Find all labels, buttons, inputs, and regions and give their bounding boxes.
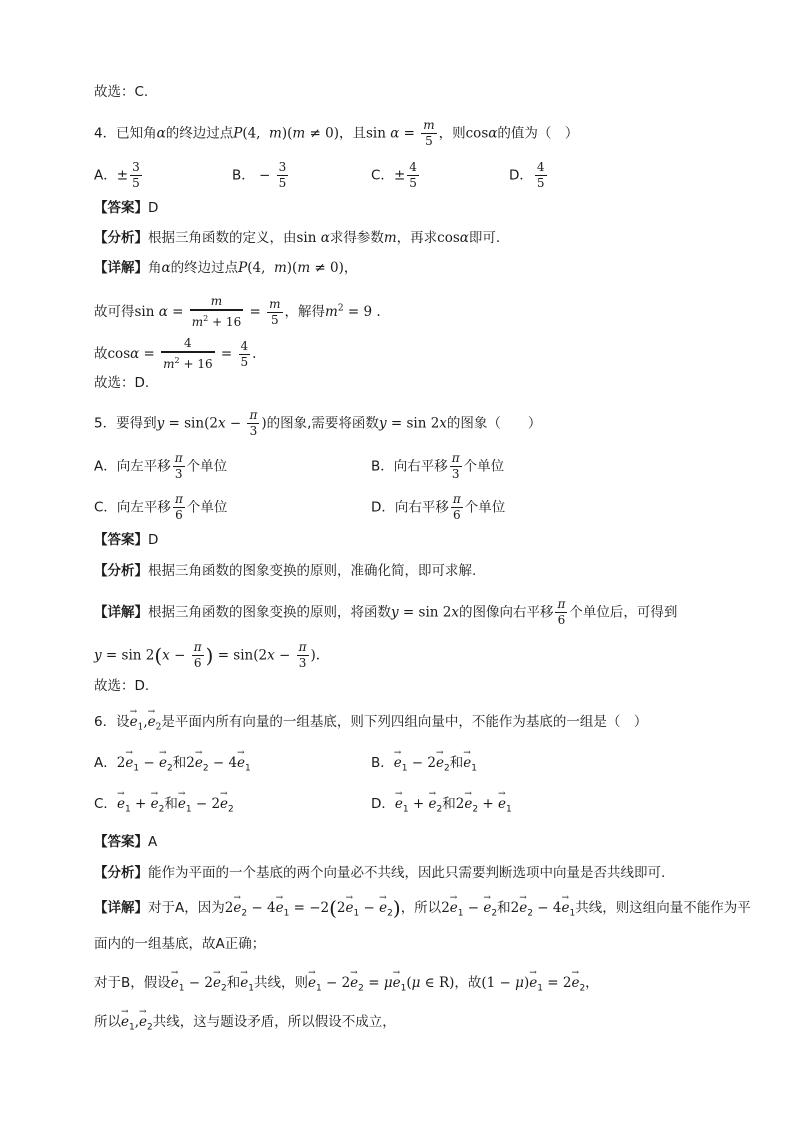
q4-stem-text: 的值为（ ） (497, 125, 579, 142)
q4-stem-text: ，则 (438, 125, 466, 142)
q4-detail-3: 故cosα = $\frac{4}{m^2 + 16}$ = $\frac{4}{5}$ . (94, 336, 257, 371)
q6-analysis: 【分析】能作为平面的一个基底的两个向量必不共线，因此只需要判断选项中向量是否共线即可. (94, 865, 666, 881)
q5-detail-2: y = sin 2(x − $\frac{\pi}{6}$ ) = sin(2x − $\frac{\pi}{3}$ ). (94, 640, 321, 670)
q4-stem: 4．已知角α的终边过点P(4, m)(m ≠ 0)，且sin α = $\frac{m}{5}$ ，则cosα的值为（ ） (94, 118, 579, 148)
q6-stem: 6．设→ $e_1,\to e_2$是平面内所有向量的一组基底，则下列四组向量中，不能作为基底的一组是（ ） (94, 712, 647, 738)
q3-conclusion (94, 82, 148, 102)
q5-stem: 5．要得到y = sin(2x − $\frac{\pi}{3}$ )的图象,需要将函数y = sin 2x的图象（ ） (94, 408, 542, 438)
q5-answer: 【答案】D (94, 532, 159, 548)
q6-option-c: C．→ $e_1$ + → $e_2$和→ $e_1 - 2\to e_2$ (94, 794, 234, 820)
q4-conclusion: 故选：D. (94, 375, 150, 391)
q5-conclusion: 故选：D. (94, 678, 150, 694)
q3-conclusion-text: 故选：C. (94, 84, 149, 100)
q5-option-c: C．向左平移 $\frac{\pi}{6}$ 个单位 (94, 492, 228, 522)
q4-stem-text: 的终边过点 (165, 125, 234, 142)
q5-option-a: A．向左平移 $\frac{\pi}{3}$ 个单位 (94, 451, 228, 481)
q6-detail-a-2: 面内的一组基底，故A正确； (94, 936, 266, 952)
q4-option-c: C．± $\frac{4}{5}$ (371, 160, 417, 190)
q4-answer (94, 198, 158, 218)
q6-detail-b: 对于B，假设→ $e_1 - 2\to e_2$和→ $e_1$共线，则→ $e_1 - 2\to e_2 = \mu\to e_1(\mu$ ∈ R)，故$(1 - \mu)\to e_1 = 2\to e_2$， (94, 973, 599, 999)
q5-option-d: D．向右平移 $\frac{\pi}{6}$ 个单位 (371, 492, 506, 522)
q5-analysis: 【分析】根据三角函数的图象变换的原则，准确化简，即可求解. (94, 563, 477, 579)
q4-analysis: 【分析】根据三角函数的定义，由sin α求得参数m，再求cosα即可. (94, 230, 501, 246)
q6-option-a: A．$2\to e_1$ − → $e_2$和$2\to e_2 - 4\to e_1$ (94, 753, 251, 779)
q6-option-d: D．→ $e_1$ + → $e_2$和$2\to e_2$ + → $e_1$ (371, 794, 512, 820)
q4-option-d: D． $\frac{4}{5}$ (509, 160, 545, 190)
q5-detail-1: 【详解】根据三角函数的图象变换的原则，将函数y = sin 2x的图像向右平移 $\frac{\pi}{6}$ 个单位后，可得到 (94, 597, 678, 627)
q6-detail-a: 【详解】对于A，因为$2\to e_2 - 4\to e_1 = -2(2\to e_1$ − → $e_2$)，所以$2\to e_1$ − → $e_2$和$2\to e_2 - 4\to e_1$共线，则这组向量不能作为平 (94, 898, 751, 924)
q6-answer: 【答案】A (94, 834, 158, 850)
q4-stem-text: 4．已知角 (94, 125, 157, 142)
q4-option-a: A．± $\frac{3}{5}$ (94, 160, 140, 190)
analysis-tag: 【分析】 (94, 230, 148, 246)
q4-detail-1: 【详解】角α的终边过点P(4, m)(m ≠ 0)， (94, 260, 358, 276)
answer-value: D (148, 200, 159, 216)
q4-option-b: B． − $\frac{3}{5}$ (232, 160, 287, 190)
detail-tag: 【详解】 (94, 260, 148, 276)
q6-detail-b-2: 所以→ $e_1,\to e_2$共线，这与题设矛盾，所以假设不成立， (94, 1012, 396, 1038)
answer-tag: 【答案】 (94, 200, 148, 216)
q4-detail-2: 故可得sin α = $\frac{m}{m^2 + 16}$ = $\frac{m}{5}$ ，解得$m^2 = 9$ . (94, 294, 381, 329)
q5-option-b: B．向右平移 $\frac{\pi}{3}$ 个单位 (371, 451, 505, 481)
q4-stem-text: ，且 (338, 125, 366, 142)
q6-option-b: B．→ $e_1 - 2\to e_2$和→ $e_1$ (371, 753, 477, 779)
